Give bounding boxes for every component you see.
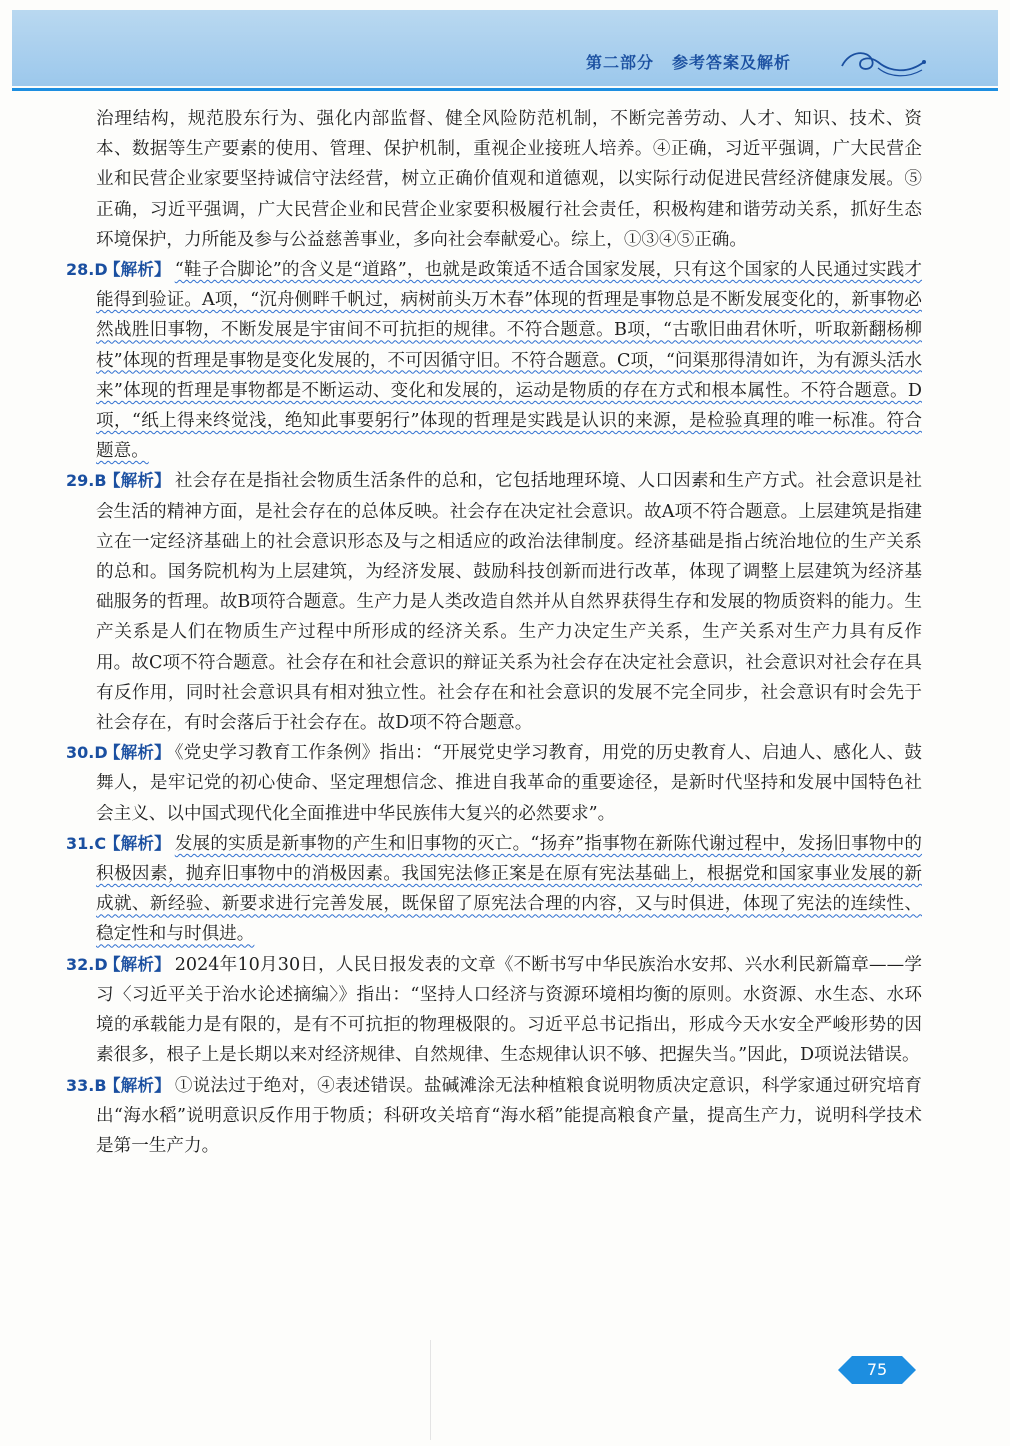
analysis-tag: 【解析】 (104, 833, 171, 853)
answer-33 (66, 1071, 922, 1162)
answer-text: “鞋子合脚论”的含义是“道路”，也就是政策适不适合国家发展，只有这个国家的人民通过实践才能得到验证。A项，“沉舟侧畔千帆过，病树前头万木春”体现的哲理是事物总是不断发展变化的，新事物必然战胜旧事物，不断发展是宇宙间不可抗拒的规律。不符合题意。B项，“古歌旧曲君休听，听取新翻杨柳枝”体现的哲理是事物是变化发展的，不可因循守旧。不符合题意。C项，“问渠那得清如许，为有源头活水来”体现的哲理是事物都是不断运动、变化和发展的，运动是物质的存在方式和根本属性。不符合题意。D项，“纸上得来终觉浅，绝知此事要躬行”体现的哲理是实践是认识的来源，是检验真理的唯一标准。符合题意。 (96, 260, 923, 462)
answer-number: 28.D (66, 260, 108, 280)
analysis-tag: 【解析】 (104, 260, 171, 280)
running-header (586, 50, 791, 80)
answer-content (66, 104, 923, 1161)
answer-32 (66, 950, 922, 1071)
answer-number: 32.D (66, 954, 108, 974)
page-number: 75 (866, 1360, 888, 1379)
answer-number: 33.B (66, 1075, 107, 1095)
answer-text: ①说法过于绝对，④表述错误。盐碱滩涂无法种植粮食说明物质决定意识，科学家通过研究培育出“海水稻”说明意识反作用于物质；科研攻关培育“海水稻”能提高粮食产量，提高生产力，说明科学技术是第一生产力。 (96, 1075, 922, 1156)
answer-text: 《党史学习教育工作条例》指出：“开展党史学习教育，用党的历史教育人、启迪人、感化人、鼓舞人，是牢记党的初心使命、坚定理想信念、推进自我革命的重要途径，是新时代坚持和发展中国特色社会主义、以中国式现代化全面推进中华民族伟大复兴的必然要求”。 (96, 743, 923, 824)
answer-30 (66, 738, 923, 829)
analysis-tag: 【解析】 (104, 954, 171, 974)
answer-text: 发展的实质是新事物的产生和旧事物的灭亡。“扬弃”指事物在新陈代谢过程中，发扬旧事物中的积极因素，抛弃旧事物中的消极因素。我国宪法修正案是在原有宪法基础上，根据党和国家事业发展的新成就、新经验、新要求进行完善发展，既保留了原宪法合理的内容，又与时俱进，体现了宪法的连续性、稳定性和与时俱进。 (96, 833, 923, 945)
header-rule (12, 88, 998, 91)
answer-text: 2024年10月30日，人民日报发表的文章《不断书写中华民族治水安邦、兴水利民新篇章——学习〈习近平关于治水论述摘编〉》指出：“坚持人口经济与资源环境相均衡的原则。水资源、水生态、水环境的承载能力是有限的，是有不可抗拒的物理极限的。习近平总书记指出，形成今天水安全严峻形势的因素很多，根子上是长期以来对经济规律、自然规律、生态规律认识不够、把握失当。”因此，D项说法错误。 (96, 954, 922, 1066)
analysis-tag: 【解析】 (104, 743, 171, 763)
header-part: 第二部分 (586, 53, 655, 72)
analysis-tag: 【解析】 (104, 471, 171, 491)
answer-number: 30.D (66, 743, 108, 763)
analysis-tag: 【解析】 (104, 1075, 171, 1095)
answer-number: 31.C (66, 833, 107, 853)
answer-text: 社会存在是指社会物质生活条件的总和，它包括地理环境、人口因素和生产方式。社会意识是社会生活的精神方面，是社会存在的总体反映。社会存在决定社会意识。故A项不符合题意。上层建筑是指建立在一定经济基础上的社会意识形态及与之相适应的政治法律制度。经济基础是指占统治地位的生产关系的总和。国务院机构为上层建筑，为经济发展、鼓励科技创新而进行改革，体现了调整上层建筑为经济基础服务的哲理。故B项符合题意。生产力是人类改造自然并从自然界获得生存和发展的物质资料的能力。生产关系是人们在物质生产过程中所形成的经济关系。生产力决定生产关系，生产关系对生产力具有反作用。故C项不符合题意。社会存在和社会意识的辩证关系为社会存在决定社会意识，社会意识对社会存在具有反作用，同时社会意识具有相对独立性。社会存在和社会意识的发展不完全同步，社会意识有时会先于社会存在，有时会落后于社会存在。故D项不符合题意。 (96, 471, 922, 734)
swirl-ornament-icon (838, 44, 928, 80)
answer-number: 29.B (66, 471, 107, 491)
header-section: 参考答案及解析 (672, 53, 792, 72)
answer-29 (66, 466, 922, 738)
answer-31 (66, 829, 923, 950)
answer-28 (66, 255, 923, 466)
page-divider (430, 1340, 431, 1440)
intro-paragraph: 治理结构，规范股东行为、强化内部监督、健全风险防范机制，不断完善劳动、人才、知识、技术、资本、数据等生产要素的使用、管理、保护机制，重视企业接班人培养。④正确，习近平强调，广大民营企业和民营企业家要坚持诚信守法经营，树立正确价值观和道德观，以实际行动促进民营经济健康发展。⑤正确，习近平强调，广大民营企业和民营企业家要积极履行社会责任，积极构建和谐劳动关系，抓好生态环境保护，力所能及参与公益慈善事业，多向社会奉献爱心。综上，①③④⑤正确。 (96, 109, 922, 250)
